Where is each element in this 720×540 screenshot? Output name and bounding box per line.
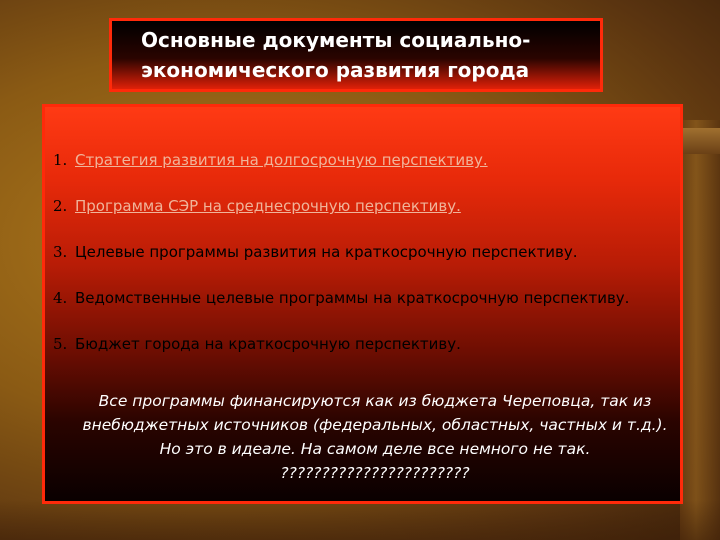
note-line-2: внебюджетных источников (федеральных, областных, частных и т.д.). <box>82 416 668 434</box>
list-item-5 <box>53 335 629 381</box>
slide-title-box <box>109 18 603 92</box>
note-line-1: Все программы финансируются как из бюджета Череповца, так из <box>98 392 652 410</box>
slide-content-box <box>42 104 683 504</box>
list-item-number: 2. <box>53 197 68 215</box>
ser-program-link[interactable]: Программа СЭР на среднесрочную перспективу. <box>75 197 461 215</box>
note-line-3: Но это в идеале. На самом деле все немного не так. <box>159 440 591 458</box>
list-item-4 <box>53 289 629 335</box>
list-item-2[interactable] <box>53 197 629 243</box>
background-column <box>680 120 720 540</box>
list-item-1[interactable] <box>53 151 629 197</box>
list-item-text: Ведомственные целевые программы на краткосрочную перспективу. <box>75 289 630 307</box>
list-item-3 <box>53 243 629 289</box>
slide-title <box>141 25 571 85</box>
note-line-4: ??????????????????????? <box>280 464 470 482</box>
list-item-number: 4. <box>53 289 68 307</box>
list-item-number: 1. <box>53 151 68 169</box>
financing-note <box>75 389 675 485</box>
list-item-number: 5. <box>53 335 68 353</box>
list-item-text: Целевые программы развития на краткосрочную перспективу. <box>75 243 578 261</box>
slide-title-line-1: Основные документы социально- <box>141 28 531 52</box>
list-item-number: 3. <box>53 243 68 261</box>
strategy-link[interactable]: Стратегия развития на долгосрочную перспективу. <box>75 151 488 169</box>
background-floor <box>0 500 720 540</box>
slide-title-line-2: экономического развития города <box>141 58 530 82</box>
list-item-text: Бюджет города на краткосрочную перспективу. <box>75 335 461 353</box>
document-list <box>53 151 629 381</box>
